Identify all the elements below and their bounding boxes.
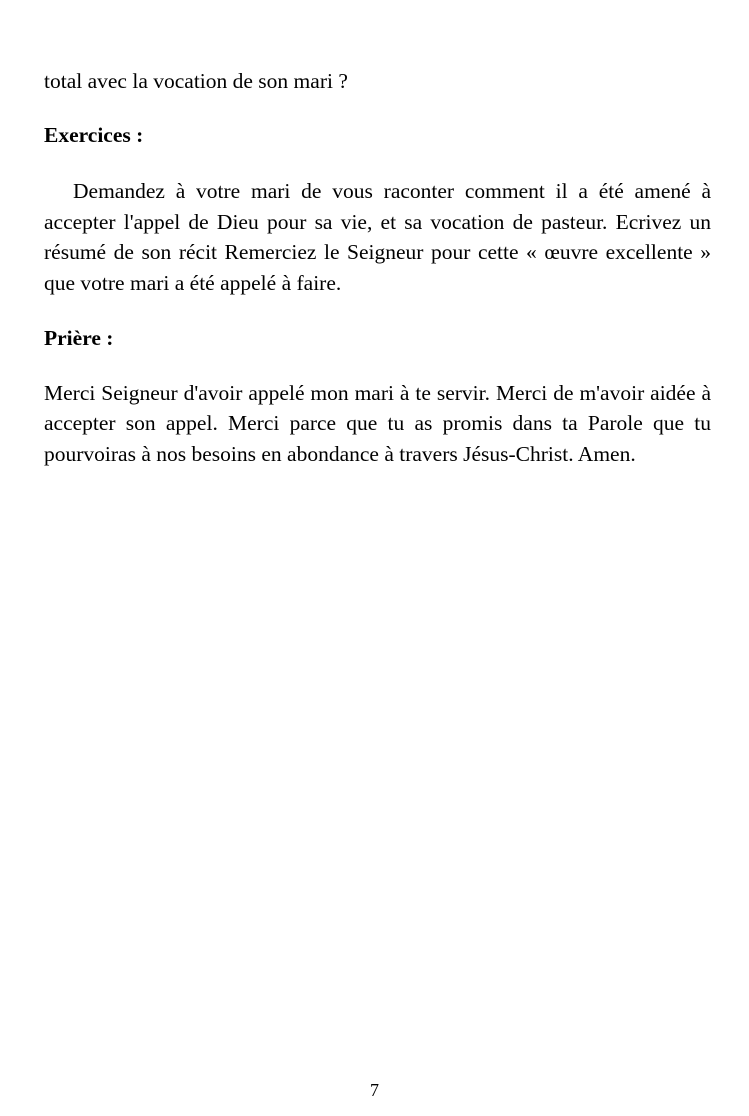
document-page (44, 66, 711, 469)
exercices-heading: Exercices : (44, 122, 144, 147)
priere-heading: Prière : (44, 326, 114, 350)
page-number: 7 (370, 1080, 379, 1100)
continuation-paragraph: total avec la vocation de son mari ? (44, 69, 348, 93)
priere-paragraph: Merci Seigneur d'avoir appelé mon mari à te servir. Merci de m'avoir aidée à accepter son appel. Merci parce que tu as promis dans ta Parole que tu pourvoiras à nos besoins en abondance à travers Jésus-Christ. Amen. (44, 380, 711, 466)
exercices-paragraph: Demandez à votre mari de vous raconter comment il a été amené à accepter l'appel de Dieu pour sa vie, et sa vocation de pasteur. Ecrivez un résumé de son récit Remerciez le Seigneur pour cette « œuvre excellente » que votre mari a été appelé à faire. (44, 179, 711, 295)
